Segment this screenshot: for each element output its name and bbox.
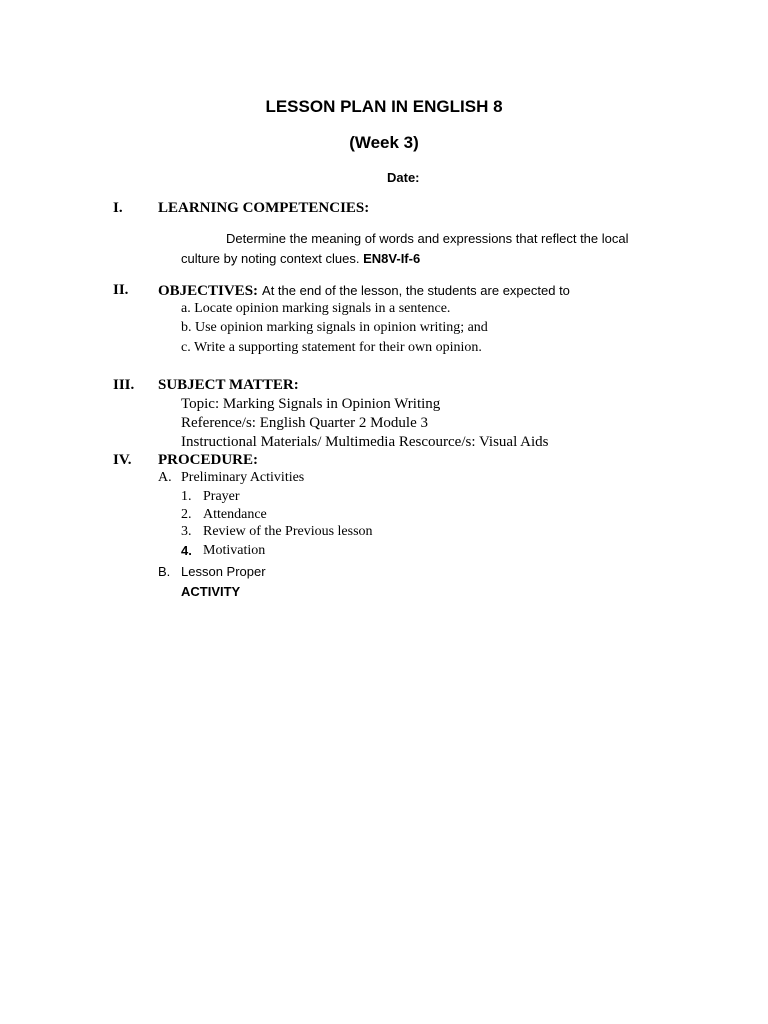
competency-text-line1: Determine the meaning of words and expressions that reflect the local bbox=[226, 231, 629, 246]
section-2-numeral: II. bbox=[113, 282, 129, 298]
objective-item-b: b. Use opinion marking signals in opinion writing; and bbox=[181, 320, 488, 335]
section-1-heading: LEARNING COMPETENCIES: bbox=[158, 200, 370, 216]
step-4-label: Motivation bbox=[203, 543, 266, 558]
section-2-heading: OBJECTIVES: bbox=[158, 283, 259, 299]
section-4-numeral: IV. bbox=[113, 452, 132, 468]
subject-topic: Topic: Marking Signals in Opinion Writing bbox=[181, 396, 441, 412]
competency-text-line2-text: culture by noting context clues. bbox=[181, 251, 360, 266]
section-3-numeral: III. bbox=[113, 377, 135, 393]
objective-item-a: a. Locate opinion marking signals in a sentence. bbox=[181, 301, 451, 316]
section-3-heading: SUBJECT MATTER: bbox=[158, 377, 299, 393]
step-1-number: 1. bbox=[181, 489, 192, 504]
sub-a-label: Preliminary Activities bbox=[181, 470, 305, 485]
subject-materials: Instructional Materials/ Multimedia Rescource/s: Visual Aids bbox=[181, 434, 549, 450]
section-1-numeral: I. bbox=[113, 200, 123, 216]
week-label: (Week 3) bbox=[349, 133, 419, 152]
objectives-lead: At the end of the lesson, the students are expected to bbox=[262, 283, 570, 298]
objectives-line bbox=[158, 282, 570, 300]
sub-b-letter: B. bbox=[158, 564, 171, 579]
competency-text-line2 bbox=[181, 251, 420, 266]
step-2-number: 2. bbox=[181, 507, 192, 522]
objective-item-c: c. Write a supporting statement for their own opinion. bbox=[181, 340, 482, 355]
date-label: Date: bbox=[387, 170, 420, 185]
competency-code: EN8V-If-6 bbox=[363, 251, 421, 266]
subject-reference: Reference/s: English Quarter 2 Module 3 bbox=[181, 415, 429, 431]
sub-a-letter: A. bbox=[158, 470, 172, 485]
step-2-label: Attendance bbox=[203, 507, 267, 522]
step-1-label: Prayer bbox=[203, 489, 240, 504]
sub-b-label: Lesson Proper bbox=[181, 564, 266, 579]
section-4-heading: PROCEDURE: bbox=[158, 452, 258, 468]
step-3-number: 3. bbox=[181, 524, 192, 539]
activity-label: ACTIVITY bbox=[181, 584, 241, 599]
step-4-number: 4. bbox=[181, 543, 192, 558]
step-3-label: Review of the Previous lesson bbox=[203, 524, 373, 539]
document-title: LESSON PLAN IN ENGLISH 8 bbox=[265, 97, 503, 116]
